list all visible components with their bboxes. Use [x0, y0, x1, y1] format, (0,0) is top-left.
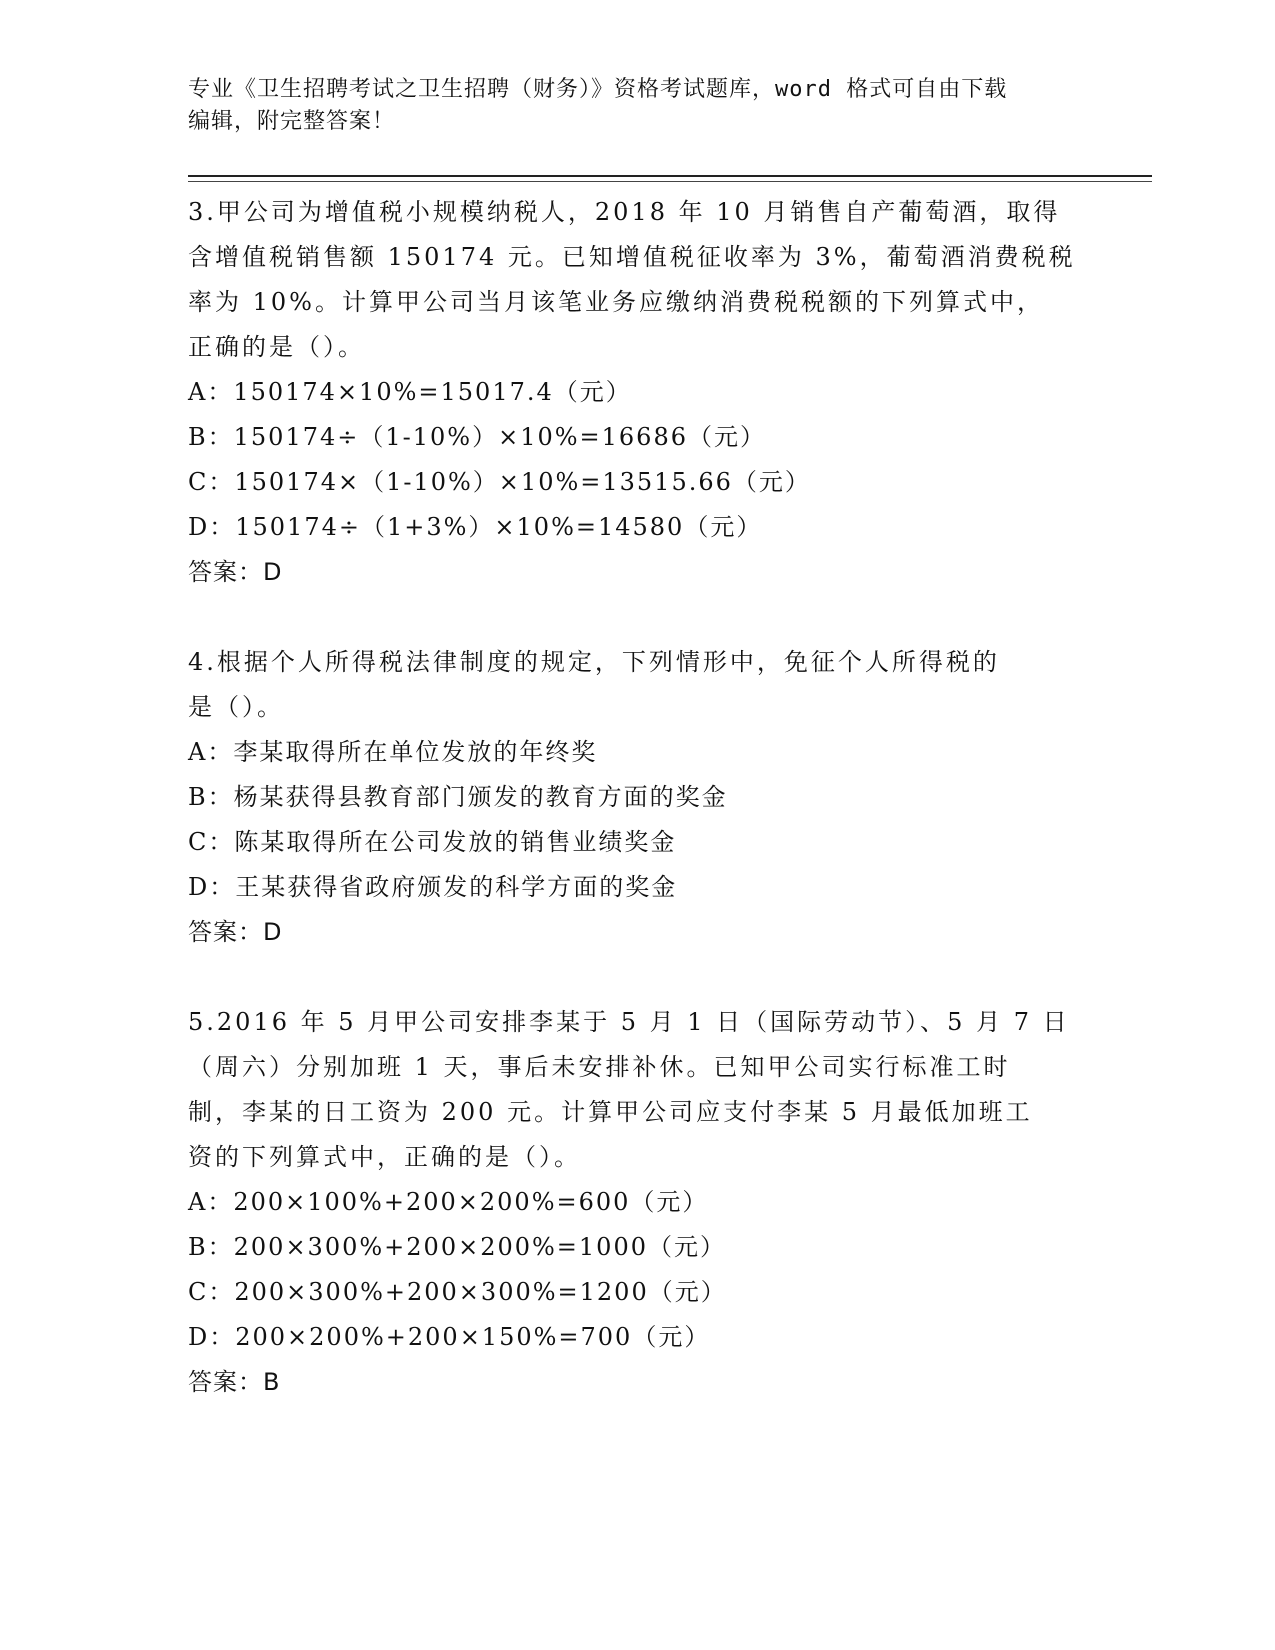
- document-header: [188, 74, 1088, 138]
- question-text-line: （周六）分别加班 1 天，事后未安排补休。已知甲公司实行标准工时: [188, 1053, 1011, 1081]
- header-line-1: 专业《卫生招聘考试之卫生招聘（财务）》资格考试题库，word 格式可自由下载: [188, 77, 1008, 102]
- question-text-line: 含增值税销售额 150174 元。已知增值税征收率为 3%，葡萄酒消费税税: [188, 243, 1076, 271]
- header-line-2: 编辑，附完整答案！: [188, 109, 396, 134]
- question-list: [188, 190, 1148, 1405]
- option-b: B：杨某获得县教育部门颁发的教育方面的奖金: [188, 783, 728, 811]
- question-text-line: 4.根据个人所得税法律制度的规定，下列情形中，免征个人所得税的: [188, 648, 1000, 676]
- question-spacer: [188, 595, 1148, 640]
- question-text-line: 5.2016 年 5 月甲公司安排李某于 5 月 1 日（国际劳动节）、5 月 7 日: [188, 1008, 1070, 1036]
- question-text-line: 率为 10%。计算甲公司当月该笔业务应缴纳消费税税额的下列算式中，: [188, 288, 1044, 316]
- option-c: C：陈某取得所在公司发放的销售业绩奖金: [188, 828, 677, 856]
- answer: 答案：D: [188, 558, 283, 586]
- question-text-line: 资的下列算式中，正确的是（）。: [188, 1143, 581, 1171]
- header-divider-thin: [188, 181, 1152, 182]
- answer: 答案：B: [188, 1368, 281, 1396]
- option-c: C：200×300%+200×300%=1200（元）: [188, 1278, 727, 1306]
- answer: 答案：D: [188, 918, 283, 946]
- question-text-line: 3.甲公司为增值税小规模纳税人，2018 年 10 月销售自产葡萄酒，取得: [188, 198, 1061, 226]
- question-text-line: 是（）。: [188, 693, 284, 721]
- header-divider-thick: [188, 175, 1152, 177]
- option-d: D：200×200%+200×150%=700（元）: [188, 1323, 711, 1351]
- question-3: [188, 190, 1148, 595]
- question-text-line: 制，李某的日工资为 200 元。计算甲公司应支付李某 5 月最低加班工: [188, 1098, 1033, 1126]
- option-b: B：200×300%+200×200%=1000（元）: [188, 1233, 726, 1261]
- option-b: B：150174÷（1-10%）×10%=16686（元）: [188, 423, 766, 451]
- question-text-line: 正确的是（）。: [188, 333, 365, 361]
- question-spacer: [188, 955, 1148, 1000]
- option-a: A：150174×10%=15017.4（元）: [188, 378, 632, 406]
- option-a: A：李某取得所在单位发放的年终奖: [188, 738, 598, 766]
- option-a: A：200×100%+200×200%=600（元）: [188, 1188, 709, 1216]
- option-d: D：150174÷（1+3%）×10%=14580（元）: [188, 513, 763, 541]
- question-4: [188, 640, 1148, 955]
- question-5: [188, 1000, 1148, 1405]
- option-c: C：150174×（1-10%）×10%=13515.66（元）: [188, 468, 811, 496]
- option-d: D：王某获得省政府颁发的科学方面的奖金: [188, 873, 678, 901]
